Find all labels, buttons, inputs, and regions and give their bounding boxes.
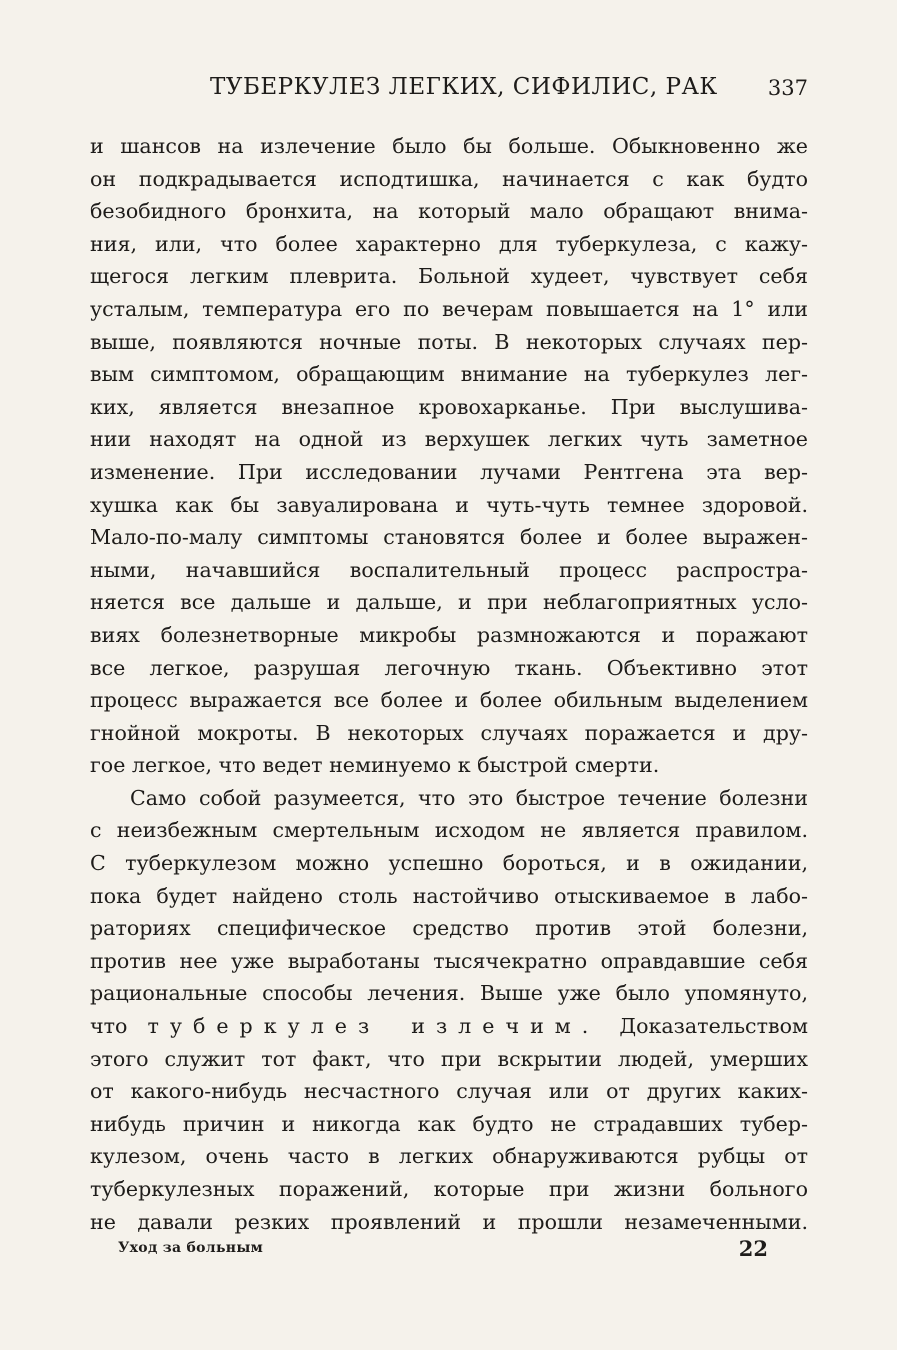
- page-number: 337: [767, 76, 808, 100]
- text-line: вым симптомом, обращающим внимание на туберкулез лег-: [90, 362, 808, 387]
- text-line: Мало-по-малу симптомы становятся более и более выражен-: [90, 525, 808, 550]
- text-line: безобидного бронхита, на который мало обращают внима-: [90, 199, 808, 224]
- text-line: пока будет найдено столь настойчиво отыскиваемое в лабо-: [90, 883, 808, 908]
- running-header: [90, 74, 808, 108]
- text-line: ния, или, что более характерно для туберкулеза, с кажу-: [90, 231, 808, 256]
- emphasized-phrase: туберкулез излечим.: [147, 1014, 600, 1039]
- text-line: хушка как бы завуалирована и чуть-чуть темнее здоровой.: [90, 492, 808, 517]
- text-line: гнойной мокроты. В некоторых случаях поражается и дру-: [90, 720, 808, 745]
- text-line: раториях специфическое средство против этой болезни,: [90, 916, 808, 941]
- text-line: виях болезнетворные микробы размножаются и поражают: [90, 622, 808, 647]
- text-line: процесс выражается все более и более обильным выделением: [90, 688, 808, 713]
- printer-signature: Уход за больным: [118, 1240, 264, 1256]
- text-line: этого служит тот факт, что при вскрытии людей, умерших: [90, 1046, 808, 1071]
- text-line: С туберкулезом можно успешно бороться, и в ожидании,: [90, 851, 808, 876]
- text-line: и шансов на излечение было бы больше. Обыкновенно же: [90, 134, 808, 158]
- text-line: щегося легким плеврита. Больной худеет, чувствует себя: [90, 264, 808, 289]
- text-line: все легкое, разрушая легочную ткань. Объективно этот: [90, 655, 808, 680]
- text-line: нибудь причин и никогда как будто не страдавших тубер-: [90, 1111, 808, 1136]
- paragraph-2: [90, 782, 808, 1238]
- text-line: ными, начавшийся воспалительный процесс распростра-: [90, 557, 808, 582]
- paragraph-1: [90, 130, 808, 782]
- text-line: не давали резких проявлений и прошли незамеченными.: [90, 1209, 808, 1234]
- text-line: туберкулезных поражений, которые при жизни больного: [90, 1177, 808, 1201]
- running-title: ТУБЕРКУЛЕЗ ЛЕГКИХ, СИФИЛИС, РАК: [210, 74, 718, 100]
- text-fragment: что: [90, 1014, 128, 1039]
- text-fragment: Доказательством: [619, 1014, 808, 1039]
- sheet-number: 22: [738, 1236, 768, 1261]
- text-line: изменение. При исследовании лучами Рентгена эта вер-: [90, 459, 808, 484]
- page-footer: [118, 1236, 768, 1266]
- text-line-with-emphasis: [90, 1010, 808, 1043]
- text-line: рациональные способы лечения. Выше уже было упомянуто,: [90, 981, 808, 1006]
- text-line: кулезом, очень часто в легких обнаруживаются рубцы от: [90, 1144, 808, 1169]
- text-line: с неизбежным смертельным исходом не является правилом.: [90, 818, 808, 843]
- text-line: он подкрадывается исподтишка, начинается с как будто: [90, 166, 808, 191]
- text-line: против нее уже выработаны тысячекратно оправдавшие себя: [90, 948, 808, 973]
- text-line: нии находят на одной из верхушек легких чуть заметное: [90, 427, 808, 452]
- text-line: от какого-нибудь несчастного случая или от других каких-: [90, 1079, 808, 1104]
- text-line: Само собой разумеется, что это быстрое течение болезни: [130, 785, 808, 810]
- text-line: усталым, температура его по вечерам повышается на 1° или: [90, 296, 808, 321]
- body-text: [90, 130, 808, 1238]
- text-line: няется все дальше и дальше, и при неблагоприятных усло-: [90, 590, 808, 615]
- text-line: ких, является внезапное кровохарканье. При выслушива-: [90, 394, 808, 419]
- text-line: гое легкое, что ведет неминуемо к быстрой смерти.: [90, 753, 660, 778]
- text-line: выше, появляются ночные поты. В некоторых случаях пер-: [90, 329, 808, 354]
